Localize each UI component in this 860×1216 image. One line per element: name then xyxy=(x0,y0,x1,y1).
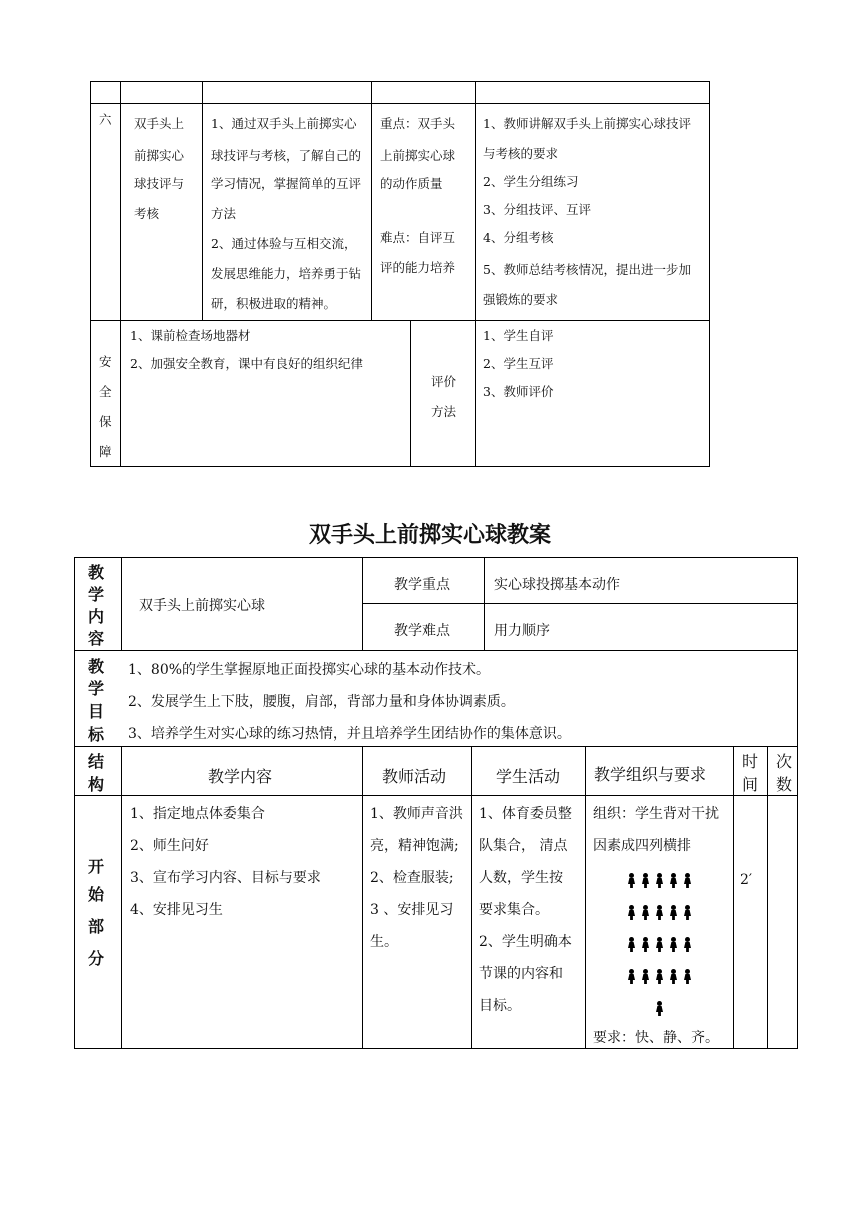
structure-label-char: 构 xyxy=(88,775,105,794)
safety-char: 障 xyxy=(99,444,112,459)
org-requirement: 要求：快、静、齐。 xyxy=(593,1030,719,1046)
org-line: 组织：学生背对干扰 xyxy=(593,806,719,822)
start-label-char: 开 xyxy=(88,857,105,876)
eval-item: 3、教师评价 xyxy=(483,384,554,399)
difficulty-label: 教学难点 xyxy=(394,623,450,639)
student-activity-line: 要求集合。 xyxy=(479,902,549,918)
content-value: 双手头上前掷实心球 xyxy=(139,598,265,614)
difficulty-line: 评的能力培养 xyxy=(380,260,456,275)
student-icon xyxy=(683,969,691,984)
content-line: 球技评与 xyxy=(134,176,185,191)
method-line: 4、分组考核 xyxy=(483,230,554,245)
eval-label-line: 评价 xyxy=(431,374,457,389)
student-icon xyxy=(627,937,635,952)
content-label-char: 内 xyxy=(88,607,105,626)
student-icon xyxy=(683,905,691,920)
header-count-char: 次 xyxy=(776,752,793,771)
student-icon xyxy=(669,937,677,952)
method-line: 3、分组技评、互评 xyxy=(483,202,591,217)
student-icon xyxy=(627,969,635,984)
student-icon xyxy=(683,937,691,952)
student-icon xyxy=(641,905,649,920)
goal-item: 1、80%的学生掌握原地正面投掷实心球的基本动作技术。 xyxy=(128,662,491,678)
goal-item: 3、培养学生对实心球的练习热情，并且培养学生团结协作的集体意识。 xyxy=(128,726,571,742)
eval-item: 2、学生互评 xyxy=(483,356,554,371)
student-icon xyxy=(655,873,663,888)
student-icon xyxy=(655,1001,663,1016)
student-icon xyxy=(641,969,649,984)
teacher-activity-line: 亮，精神饱满; xyxy=(370,838,459,854)
goal-line: 研，积极进取的精神。 xyxy=(211,296,337,311)
teacher-activity-line: 3 、安排见习 xyxy=(370,902,454,918)
start-label-char: 分 xyxy=(88,949,105,968)
time-value: 2′ xyxy=(740,872,753,888)
method-line: 1、教师讲解双手头上前掷实心球技评 xyxy=(483,116,691,131)
org-line: 因素成四列横排 xyxy=(593,838,691,854)
eval-item: 1、学生自评 xyxy=(483,328,554,343)
header-time-char: 时 xyxy=(742,752,759,771)
student-icon xyxy=(627,905,635,920)
start-content-item: 2、师生问好 xyxy=(130,838,209,854)
method-line: 2、学生分组练习 xyxy=(483,174,579,189)
student-icon xyxy=(669,969,677,984)
row-number: 六 xyxy=(99,112,112,127)
goal-label-char: 教 xyxy=(88,657,105,676)
start-content-item: 3、宣布学习内容、目标与要求 xyxy=(130,870,321,886)
goal-line: 球技评与考核，了解自己的 xyxy=(211,148,362,163)
content-label-char: 学 xyxy=(88,585,105,604)
eval-label-line: 方法 xyxy=(431,404,457,419)
student-icon xyxy=(655,905,663,920)
teacher-activity-line: 生。 xyxy=(370,934,398,950)
key-line: 重点：双手头 xyxy=(380,116,456,131)
teacher-activity-line: 2、检查服装; xyxy=(370,870,454,886)
student-icon xyxy=(627,873,635,888)
goal-line: 学习情况，掌握简单的互评 xyxy=(211,176,362,191)
student-activity-line: 队集合， 清点 xyxy=(479,838,568,854)
safety-char: 保 xyxy=(99,414,112,429)
start-label-char: 部 xyxy=(88,917,105,936)
method-line: 5、教师总结考核情况，提出进一步加 xyxy=(483,262,691,277)
student-activity-line: 人数，学生按 xyxy=(479,870,563,886)
page-title: 双手头上前掷实心球教案 xyxy=(308,523,551,548)
header-student: 学生活动 xyxy=(496,767,561,786)
goal-line: 1、通过双手头上前掷实心 xyxy=(211,116,357,131)
content-line: 双手头上 xyxy=(134,116,185,131)
difficulty-value: 用力顺序 xyxy=(494,623,550,639)
method-line: 与考核的要求 xyxy=(483,146,559,161)
student-icon xyxy=(641,873,649,888)
student-activity-line: 目标。 xyxy=(479,998,521,1014)
goal-label-char: 标 xyxy=(88,725,105,744)
goal-item: 2、发展学生上下肢，腰腹，肩部，背部力量和身体协调素质。 xyxy=(128,694,515,710)
header-org: 教学组织与要求 xyxy=(594,765,707,784)
key-line: 的动作质量 xyxy=(380,176,443,191)
safety-item: 2、加强安全教育，课中有良好的组织纪律 xyxy=(130,356,363,371)
header-content: 教学内容 xyxy=(208,767,273,786)
student-activity-line: 2、学生明确本 xyxy=(479,934,572,950)
header-count-char: 数 xyxy=(776,775,793,794)
goal-line: 方法 xyxy=(211,206,237,221)
key-value: 实心球投掷基本动作 xyxy=(494,577,620,593)
safety-char: 安 xyxy=(99,354,112,369)
content-line: 前掷实心 xyxy=(134,148,185,163)
goal-label-char: 学 xyxy=(88,679,105,698)
key-label: 教学重点 xyxy=(394,577,450,593)
student-icon xyxy=(655,937,663,952)
content-label-char: 容 xyxy=(88,629,105,648)
safety-char: 全 xyxy=(99,384,112,399)
student-icon xyxy=(669,873,677,888)
student-icon xyxy=(641,937,649,952)
student-icon xyxy=(669,905,677,920)
difficulty-line: 难点：自评互 xyxy=(380,230,456,245)
header-time-char: 间 xyxy=(742,775,759,794)
start-label-char: 始 xyxy=(88,885,105,904)
key-line: 上前掷实心球 xyxy=(380,148,456,163)
header-teacher: 教师活动 xyxy=(382,767,447,786)
structure-label-char: 结 xyxy=(88,752,105,771)
content-line: 考核 xyxy=(134,206,160,221)
goal-line: 2、通过体验与互相交流， xyxy=(211,236,357,251)
student-activity-line: 节课的内容和 xyxy=(479,966,563,982)
student-activity-line: 1、体育委员整 xyxy=(479,806,572,822)
student-icon xyxy=(655,969,663,984)
student-icon xyxy=(683,873,691,888)
content-label-char: 教 xyxy=(88,563,105,582)
teacher-activity-line: 1、教师声音洪 xyxy=(370,806,463,822)
goal-label-char: 目 xyxy=(88,702,105,721)
start-content-item: 4、安排见习生 xyxy=(130,902,223,918)
goal-line: 发展思维能力，培养勇于钻 xyxy=(211,266,362,281)
safety-item: 1、课前检查场地器材 xyxy=(130,328,251,343)
start-content-item: 1、指定地点体委集合 xyxy=(130,806,265,822)
method-line: 强锻炼的要求 xyxy=(483,292,559,307)
